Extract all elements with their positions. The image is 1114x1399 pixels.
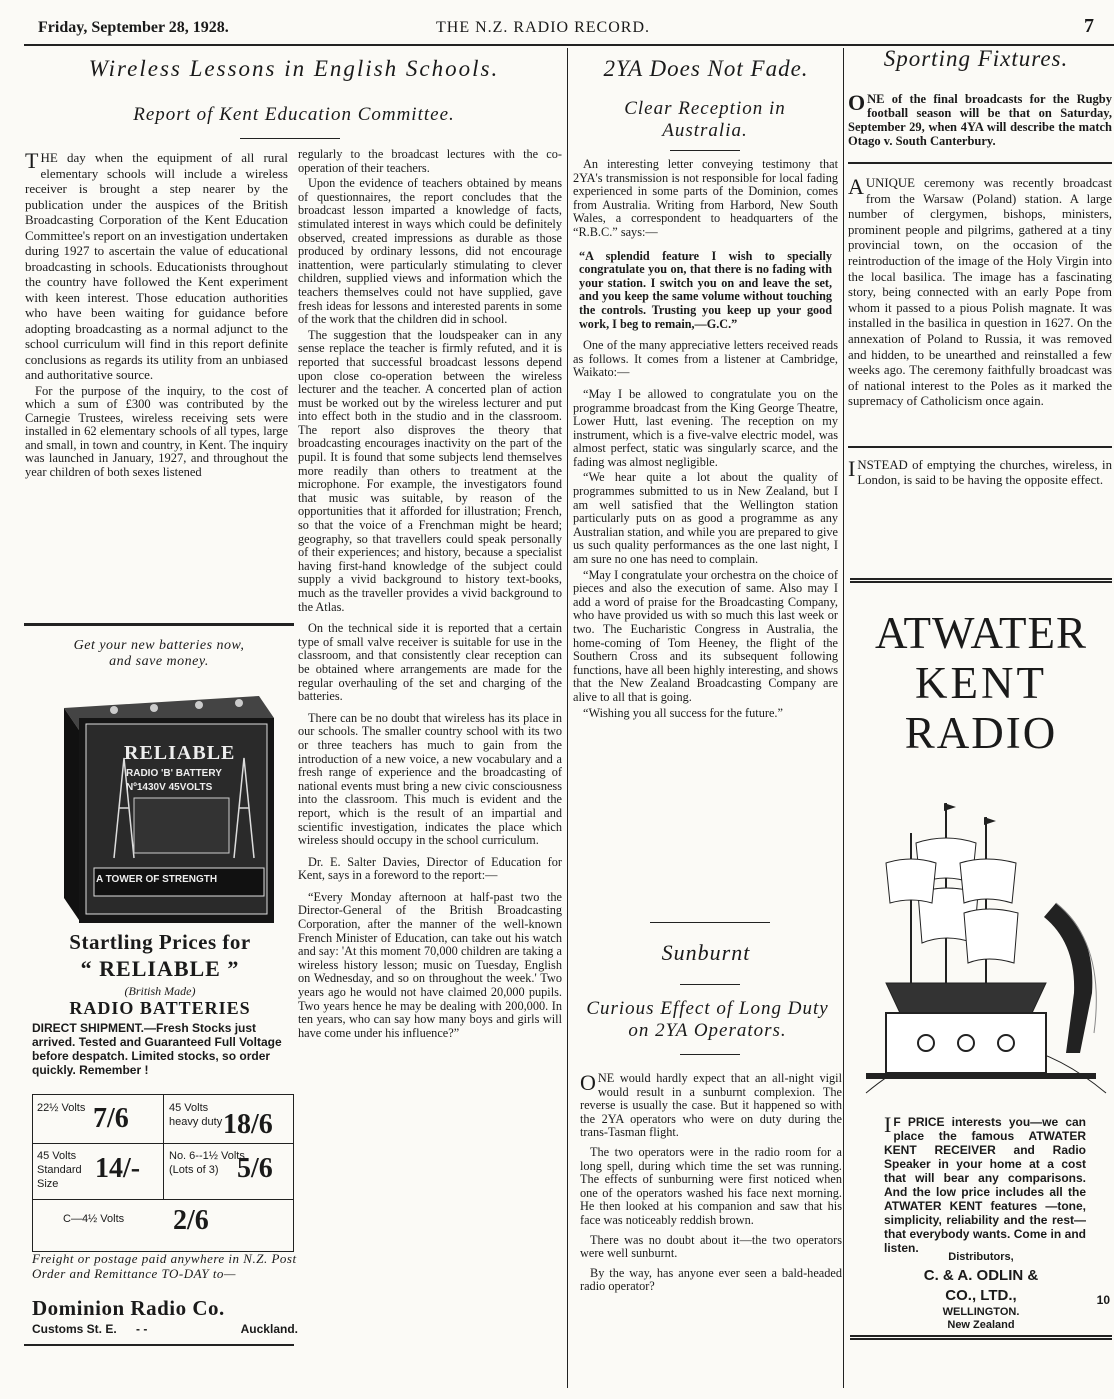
sunburnt-mid-rule [680, 984, 740, 985]
price-45v-heavy-label: 45 Volts heavy duty [169, 1102, 223, 1128]
article2-para-3: “May I be allowed to congratulate you on the programme broadcast from the King George Theatre, Lower Hutt, last evening. The reception on my instrument, which is a five-valve electric model, was almost perfect, static was singularly scarce, and the fading was almost negligible. [573, 386, 838, 469]
ship-and-radio-illustration [856, 793, 1108, 1103]
battery-british-made: (British Made) [124, 984, 196, 998]
article1-column-2 [298, 148, 562, 1042]
article2-para-2: One of the many appreciative letters received reads as follows. It comes from a listener at Cambridge, Waikato:— [573, 338, 838, 380]
article1-para-9: “Every Monday afternoon at half-past two the Director-General of the British Broadcasting Corporation, after the manner of the well-known French Minister of Education, can take out his watch and say: 'At this moment 70,000 children are taking a wireless history lesson; music on Tuesday, English on Wednesday, and so on throughout the week.' Two years ago he would not have claimed 20,000 pupils. Two years hence he may be dealing with 200,000. In ten years, who can say how many boys and girls will have come under his influence?” [298, 889, 562, 1040]
dropcap: T [25, 148, 39, 173]
atwater-body: I F PRICE interests you—we can place the famous ATWATER KENT RECEIVER and Radio Speaker in your home at a cost that will bear any comparisons. And the low price includes all the ATWATER KENT features —tone, simplicity, reliability and the rest—that everybody wants. Come in and listen. [884, 1112, 1086, 1255]
article2-column [573, 158, 838, 722]
price-22v-label: 22½ Volts [37, 1102, 86, 1114]
article3-para-2: The two operators were in the radio room for a long spell, during which time the set was running. The effects of sunburning were first noticed when one of the operators washed his face next morning. He then looked at his companion and saw that his face was noticeably reddish brown. [580, 1144, 842, 1227]
article2-rule [670, 150, 740, 151]
battery-headline-3: RADIO BATTERIES [69, 998, 251, 1018]
battery-address-city: Auckland. [240, 1322, 298, 1336]
sunburnt-bottom-rule [680, 1054, 740, 1055]
atwater-dropcap: I [884, 1112, 892, 1137]
subtitle-rule [240, 138, 340, 139]
price-c: 2/6 [173, 1205, 209, 1236]
column-rule-1 [567, 48, 568, 1388]
battery-company: Dominion Radio Co. [32, 1296, 225, 1320]
battery-ad-top-rule [24, 623, 294, 626]
price-45v-standard-label: 45 Volts Standard Size [37, 1150, 82, 1190]
article1-para-1: THE day when the equipment of all rural elementary schools will include a wireless receiver is brought a step nearer by the publication under the auspices of the British Broadcasting Corporation of the Kent Education Committee's report on an investigation undertaken during 1927 to ascertain the value of educational broadcasting in schools. Educationists throughout the country have followed the Kent experiment with keen interest. Those education authorities who have been waiting for guidance before adopting broadcasting as a normal adjunct to the school curriculum will find in this report definite conclusions as regards its utility from an unbiased and authoritative source. [25, 148, 288, 382]
price-table [32, 1094, 294, 1252]
article-title-sunburnt: Sunburnt [661, 940, 751, 965]
atwater-ad-frame [850, 578, 1112, 1340]
header-page-number: 7 [1084, 15, 1094, 37]
article-subtitle-sunburnt: Curious Effect of Long Duty on 2YA Operators. [586, 998, 829, 1041]
article3-para-3: There was no doubt about it—the two operators were well sunburnt. [580, 1232, 842, 1261]
header-date: Friday, September 28, 1928. [38, 19, 229, 36]
atwater-distributors-label: Distributors, [948, 1251, 1014, 1263]
article-title-sporting: Sporting Fixtures. [883, 46, 1069, 71]
sunburnt-top-rule [650, 922, 770, 923]
battery-headline-1: Startling Prices for [69, 930, 251, 954]
warsaw-para: AUNIQUE ceremony was recently broadcast from the Warsaw (Poland) station. A large number of clergymen, bishops, ministers, prominent people and pilgrims, gathered at a tiny provincial town, on the occasion of the reintroduction of the image of the Holy Virgin into the local basilica. The image has a fascinating story, being connected with an early Pope from whom it passed to a pious Polish magnate. It was installed in the basilica in question in 1627. On the annexation of Poland to Russia, it was removed and hidden, to be unearthed and reinstalled a few weeks ago. The ceremony faithfully broadcast was of national interest to the Poles as it marked the supremacy of Catholicism once again. [848, 174, 1112, 409]
article-title-wireless-lessons: Wireless Lessons in English Schools. [88, 56, 500, 81]
page-header [38, 17, 1098, 41]
article3-column [580, 1072, 842, 1296]
price-22v: 7/6 [93, 1103, 129, 1134]
article1-para-7: There can be no doubt that wireless has its place in our schools. The smaller country school with its two or three teachers has much to gain from the introduction of a new voice, a new vocabulary and a fresh range of experience and the broadcasting of national events must bring a new civic consciousness into the classroom. This much is evident and the report, which is the result of an impartial and scientific investigation, indicates the place which wireless should occupy in the school curriculum. [298, 710, 562, 848]
article-title-2ya: 2YA Does Not Fade. [603, 56, 809, 81]
battery-image [34, 688, 282, 928]
article1-para-6: On the technical side it is reported that a certain type of small valve receiver is suitable for use in the classroom, and that consistently clear reception can be obtained where arrangements are made for the regular overhauling of the set and charging of the batteries. [298, 621, 562, 704]
article1-para-3: regularly to the broadcast lectures with the co-operation of their teachers. [298, 147, 562, 175]
article1-column-1 [25, 150, 288, 482]
battery-ad-bottom-rule [24, 1344, 294, 1346]
battery-address-street: Customs St. E. [32, 1322, 117, 1336]
price-45v-standard: 14/- [95, 1153, 141, 1184]
article-subtitle-kent: Report of Kent Education Committee. [133, 104, 455, 125]
battery-freight: Freight or postage paid anywhere in N.Z. Post Order and Remittance TO-DAY to— [32, 1251, 297, 1281]
battery-label-2: Nº1430V 45VOLTS [126, 782, 213, 793]
battery-ad-slogan: Get your new batteries now, and save money. [73, 638, 245, 669]
header-paper-title: THE N.Z. RADIO RECORD. [436, 19, 650, 36]
battery-label-1: RADIO 'B' BATTERY [126, 768, 222, 779]
sporting-para: ONE of the final broadcasts for the Rugby football season will be that on Saturday, September 29, when 4YA will describe the match Otago v. South Canterbury. [848, 90, 1112, 148]
article1-para-5: The suggestion that the loudspeaker can in any sense replace the teacher is firmly refuted, and it is reported that successful broadcast lessons depend upon close co-operation between the wireless lecturer and the teacher. A concerted plan of action must be worked out by the wireless lecturer and put into effect both in the studio and in the classroom. The report also disproves the theory that broadcasting encourages inactivity on the part of the pupil. It is found that some subjects lend themselves more readily than others to treatment at the microphone. For example, the investigators found that music was suitable, by reason of the opportunities that it afforded for illustration; French, so that the voice of a Frenchman might be heard; geography, so that travellers could speak personally of their experiences; and history, because a specialist having first-hand knowledge of the subject could supply a vivid background to history text-books, much as the traveller provides a vivid background to the Atlas. [298, 327, 562, 614]
battery-brand: RELIABLE [124, 742, 236, 764]
article1-para-8: Dr. E. Salter Davies, Director of Education for Kent, says in a foreword to the report:— [298, 854, 562, 883]
article3-para-1: ONE would hardly expect that an all-night vigil would result in a sunburnt complexion. The reverse is usually the case. But it happened so with the 2YA operators who were on duty during the trans-Tasman flight. [580, 1070, 842, 1140]
atwater-distributor-4: New Zealand [947, 1319, 1015, 1331]
battery-address-dashes: - - [136, 1322, 148, 1336]
battery-box-illustration [34, 688, 282, 928]
article1-para-2: For the purpose of the inquiry, to the cost of which a sum of £300 was contributed by the Carnegie Trustees, wireless receiving sets were installed in 62 elementary schools of all types, large and small, in town and country, in Kent. The inquiry was launched in January, 1927, and throughout the year children of both sexes listened [25, 383, 288, 480]
price-45v-heavy: 18/6 [223, 1109, 273, 1140]
atwater-distributor-2: CO., LTD., [945, 1287, 1017, 1304]
column-rule-2 [843, 48, 844, 1388]
article2-para-4: “We hear quite a lot about the quality of programmes submitted to us in New Zealand, but I am well satisfied that the Wellington station particularly puts on as good a programme as any Australian station, and while you are prepared to give us such quality performances as the one last night, I am sure no one has need to complain. [573, 470, 838, 567]
battery-tagline: A TOWER OF STRENGTH [96, 874, 218, 885]
atwater-brand-1: ATWATER [875, 608, 1087, 658]
article2-quote: “A splendid feature I wish to specially congratulate you on, that there is no fading with your station. I switch you on and leave the set, and you keep the same volume without touching the controls. Trusting you keep up your good work, I beg to remain,—G.C.” [579, 248, 832, 331]
price-no6: 5/6 [237, 1153, 273, 1184]
battery-ad-body: DIRECT SHIPMENT.—Fresh Stocks just arrived. Tested and Guaranteed Full Voltage before despatch. Limited stocks, so order quickly. Remember ! [32, 1021, 282, 1077]
battery-headline-2: “ RELIABLE ” [80, 956, 240, 981]
atwater-ad-number: 10 [1096, 1293, 1110, 1307]
atwater-distributor-3: WELLINGTON. [942, 1306, 1020, 1318]
price-no6-label: No. 6--1½ Volts (Lots of 3) [169, 1150, 245, 1176]
article3-para-4: By the way, has anyone ever seen a bald-headed radio operator? [580, 1265, 842, 1294]
article2-para-6: “Wishing you all success for the future.” [583, 705, 783, 720]
price-c-label: C—4½ Volts [63, 1213, 125, 1225]
article2-para-5: “May I congratulate your orchestra on the choice of pieces and also the execution of same. Also may I add a word of praise for the Broadcasting Company, who have provided us with so much this last week or two. The Eucharistic Congress in Australia, the home-coming of Tom Heeney, the flight of the Southern Cross and its subsequent following functions, have all been highly interesting, and shows that the New Zealand Broadcasting Company are alive to all that is going. [573, 567, 838, 704]
battery-address [32, 1322, 298, 1336]
article2-para-1: An interesting letter conveying testimony that 2YA's transmission is not responsible for local fading experienced in some parts of the Dominion, comes from Australia. Writing from Harbord, New South Wales, a correspondent to headquarters of the “R.B.C.” says:— [573, 157, 838, 239]
article4-column [848, 92, 1112, 490]
london-para: INSTEAD of emptying the churches, wireless, in London, is said to be having the opposite effect. [848, 455, 1112, 487]
article1-para-4: Upon the evidence of teachers obtained by means of questionnaires, the report concludes that the broadcast lesson imparted a knowledge of facts, stimulated interest in ways which could be definitely observed, created impressions as durable as those produced by ordinary lessons, did not encourage inattention, were particularly stimulating to clever children, supplied views and information which the teachers themselves could not have supplied, gave fresh ideas for lessons and interested parents in some of the work that the children did in school. [298, 176, 562, 327]
atwater-brand-3: RADIO [904, 708, 1058, 758]
atwater-brand-2: KENT [915, 658, 1047, 708]
atwater-distributor-1: C. & A. ODLIN & [923, 1267, 1039, 1284]
battery-ad [24, 628, 296, 1344]
article-subtitle-australia: Clear Reception in Australia. [624, 98, 786, 141]
